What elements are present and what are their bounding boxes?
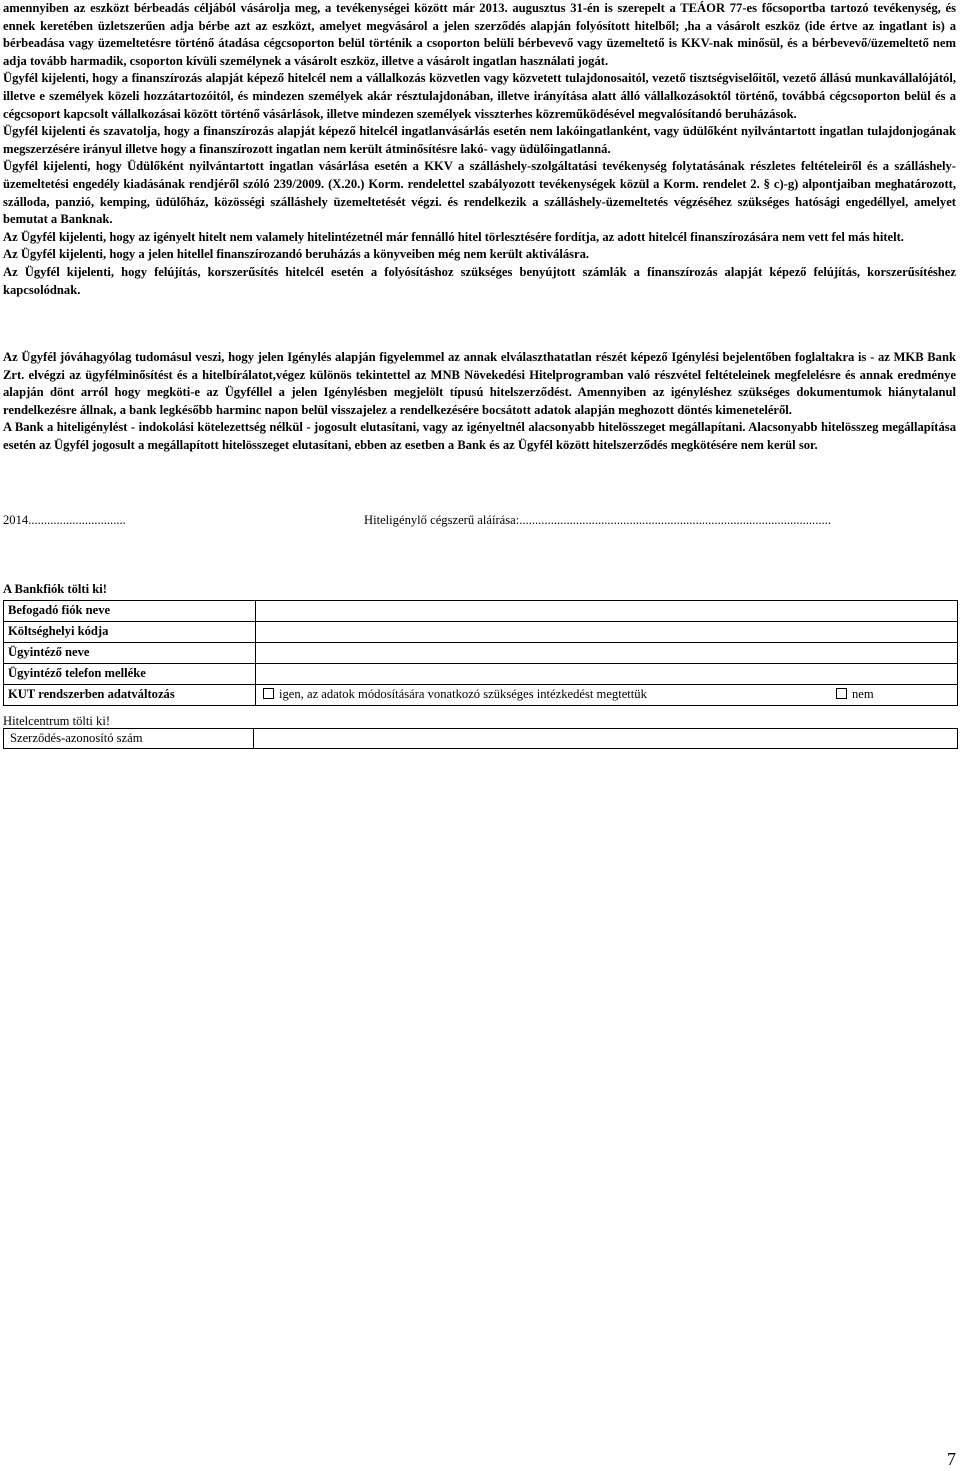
branch-name-label: Befogadó fiók neve: [4, 600, 256, 621]
signature-row: [3, 513, 956, 533]
bank-terms-paragraph-2: A Bank a hiteligénylést - indokolási kötelezettség nélkül - jogosult elutasítani, vagy az igényeltnél alacsonyabb hitelösszeget megállapítani. Alacsonyabb hitelösszeg megállapítása esetén az Ügyfél jogosult a megállapított hitelösszeget elutasítani, ebben az esetben a Bank és az Ügyfél között hitelszerződés megkötésére nem kerül sor.: [3, 420, 956, 453]
declaration-paragraph-2: Ügyfél kijelenti, hogy a finanszírozás alapját képező hitelcél nem a vállalkozás közvetlen vagy közvetett tulajdonosaitól, vezető tisztségviselőitől, vezető állású munkavállalójától, illetve e személyek közeli hozzátartozóitól, és mindezen személyek akár résztulajdonában, illetve irányítása alatt álló vállalkozásoktól történő, továbbá cégcsoporton belül és a cégcsoport kapcsolt vállalkozásai között történő vásárlások, illetve mindezen személyek visszterhes közreműködésével megvalósítandó beruházások.: [3, 71, 956, 121]
kut-option-no-label: nem: [852, 686, 874, 701]
declarations-block: [3, 0, 956, 299]
spacer: [3, 455, 956, 513]
table-row: [4, 663, 958, 684]
branch-name-field[interactable]: [256, 600, 958, 621]
bank-terms-block: [3, 349, 956, 455]
credit-center-title: Hitelcentrum tölti ki!: [3, 713, 111, 728]
table-row: [4, 642, 958, 663]
table-row: [4, 684, 958, 705]
table-row: [4, 600, 958, 621]
cost-center-code-field[interactable]: [256, 621, 958, 642]
declaration-paragraph-1: amennyiben az eszközt bérbeadás céljából vásárolja meg, a tevékenységei között már 2013. augusztus 31-én is szerepelt a TEÁOR 77-es főcsoportba tartozó tevékenység, és ennek keretében üzletszerűen adja bérbe azt az eszközt, amelyet megvásárol a jelen szerződés alapján folyósított hitelből; ,ha a vásárolt eszköz (ide értve az ingatlant is) a bérbeadása vagy üzemeltetésre történő átadása cégcsoporton belül történik a csoporton belüli bérbevevő vagy üzemeltető is KKV-nak minősül, és a bérbevevő/üzemeltető nem adja tovább harmadik, csoporton kívüli személynek a vásárolt eszköz, illetve a vásárolt ingatlan használati jogát.: [3, 1, 956, 68]
signature-line: Hiteligénylő cégszerű aláírása:...................................................................................................: [364, 512, 831, 527]
declaration-paragraph-6: Az Ügyfél kijelenti, hogy a jelen hitellel finanszírozandó beruházás a könyveiben még nem került aktiválásra.: [3, 247, 590, 262]
document-page: [3, 0, 956, 749]
table-row: [4, 621, 958, 642]
kut-option-no[interactable]: [836, 687, 874, 702]
administrator-name-label: Ügyintéző neve: [4, 642, 256, 663]
bank-terms-paragraph-1: Az Ügyfél jóváhagyólag tudomásul veszi, hogy jelen Igénylés alapján figyelemmel az annak elválaszthatatlan részét képező Igénylési bejelentőben foglaltakra is - az MKB Bank Zrt. elvégzi az ügyfélminősítést és a hitelbírálatot,végez különös tekintettel az MNB Növekedési Hitelprogramban való részvétel feltételeinek megfelelésre és annak eredménye alapján dönt arról hogy megköti-e az Ügyféllel a jelen Igénylésben megjelölt típusú hitelszerződést. Amennyiben az igényléshez szükséges dokumentumok hiánytalanul rendelkezésre állnak, a bank legkésőbb harminc napon belül visszajelez a rendelkezésére bocsátott adatok alapján meghozott döntés kimeneteléről.: [3, 350, 956, 417]
kut-change-options: [256, 684, 958, 705]
kut-option-yes-label: igen, az adatok módosítására vonatkozó szükséges intézkedést megtettük: [279, 686, 647, 701]
bank-branch-table: [3, 600, 958, 706]
signature-date: 2014...............................: [3, 512, 126, 527]
declaration-paragraph-5: Az Ügyfél kijelenti, hogy az igényelt hitelt nem valamely hitelintézetnél már fennálló hitel törlesztésére fordítja, az adott hitelcél finanszírozására nem vett fel más hitelt.: [3, 229, 904, 244]
page-number: 7: [947, 1449, 956, 1469]
declaration-paragraph-4: Ügyfél kijelenti, hogy Üdülőként nyilvántartott ingatlan vásárlása esetén a KKV a szálláshely-szolgáltatási tevékenység folytatásának részletes feltételeiről és a szálláshely-üzemeltetési engedély kiadásának rendjéről szóló 239/2009. (X.20.) Korm. rendelettel szabályozott tevékenységek közül a Korm. rendelet 2. § c)-g) alpontjaiban meghatározott, szálloda, panzió, kemping, üdülőház, közösségi szálláshely üzemeltetését végzi. és rendelkezik a szálláshely-üzemeltetés végzéséhez szükséges hatósági engedéllyel, amelyet bemutat a Banknak.: [3, 159, 956, 227]
spacer: [3, 299, 956, 349]
cost-center-code-label: Költséghelyi kódja: [4, 621, 256, 642]
administrator-phone-field[interactable]: [256, 663, 958, 684]
administrator-phone-label: Ügyintéző telefon melléke: [4, 663, 256, 684]
contract-id-label: Szerződés-azonosító szám: [4, 728, 254, 748]
table-row: [4, 728, 958, 748]
kut-option-yes[interactable]: [263, 687, 647, 702]
checkbox-icon[interactable]: [836, 688, 847, 699]
administrator-name-field[interactable]: [256, 642, 958, 663]
checkbox-icon[interactable]: [263, 688, 274, 699]
credit-center-table: [3, 728, 958, 749]
spacer: [3, 533, 956, 581]
declaration-paragraph-7: Az Ügyfél kijelenti, hogy felújítás, korszerűsítés hitelcél esetén a folyósításhoz szükséges benyújtott számlák a finanszírozás alapját képező felújítás, korszerűsítéshez kapcsolódnak.: [3, 264, 956, 297]
contract-id-field[interactable]: [254, 728, 958, 748]
declaration-paragraph-3: Ügyfél kijelenti és szavatolja, hogy a finanszírozás alapját képező hitelcél ingatlanvásárlás esetén nem lakóingatlanként, vagy üdülőként nyilvántartott ingatlan tulajdonjogának megszerzésére irányul illetve hogy a finanszírozott ingatlan nem került átminősítésre lakó- vagy üdülőingatlanná.: [3, 124, 956, 156]
kut-change-label: KUT rendszerben adatváltozás: [4, 684, 256, 705]
bank-section-title: A Bankfiók tölti ki!: [3, 581, 107, 596]
